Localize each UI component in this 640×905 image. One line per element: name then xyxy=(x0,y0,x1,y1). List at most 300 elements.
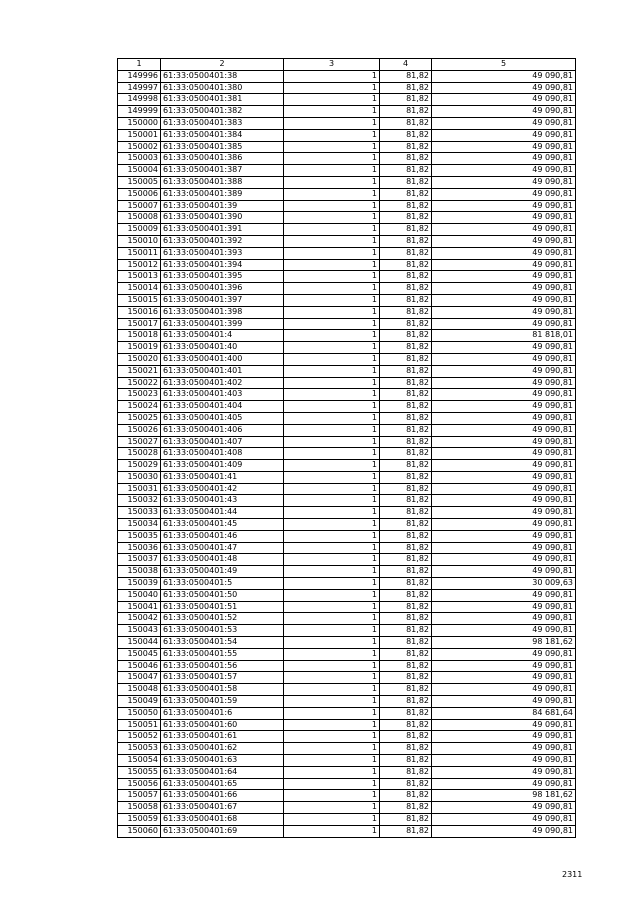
count-cell: 1 xyxy=(284,70,380,82)
amount-cell: 49 090,81 xyxy=(432,542,576,554)
column-header-5: 5 xyxy=(432,59,576,71)
cadastral-number-cell: 61:33:0500401:395 xyxy=(161,271,284,283)
cadastral-number-cell: 61:33:0500401:384 xyxy=(161,129,284,141)
amount-cell: 49 090,81 xyxy=(432,554,576,566)
count-cell: 1 xyxy=(284,471,380,483)
row-number-cell: 150038 xyxy=(118,566,161,578)
row-number-cell: 150059 xyxy=(118,814,161,826)
cadastral-number-cell: 61:33:0500401:407 xyxy=(161,436,284,448)
cadastral-number-cell: 61:33:0500401:51 xyxy=(161,601,284,613)
row-number-cell: 150054 xyxy=(118,755,161,767)
row-number-cell: 150045 xyxy=(118,648,161,660)
cadastral-number-cell: 61:33:0500401:396 xyxy=(161,283,284,295)
table-row xyxy=(118,684,576,696)
row-number-cell: 150002 xyxy=(118,141,161,153)
count-cell: 1 xyxy=(284,625,380,637)
row-number-cell: 150009 xyxy=(118,224,161,236)
rate-cell: 81,82 xyxy=(380,625,432,637)
row-number-cell: 150042 xyxy=(118,613,161,625)
row-number-cell: 150058 xyxy=(118,802,161,814)
row-number-cell: 150049 xyxy=(118,696,161,708)
rate-cell: 81,82 xyxy=(380,424,432,436)
count-cell: 1 xyxy=(284,129,380,141)
amount-cell: 98 181,62 xyxy=(432,790,576,802)
amount-cell: 49 090,81 xyxy=(432,188,576,200)
count-cell: 1 xyxy=(284,684,380,696)
table-row xyxy=(118,460,576,472)
amount-cell: 49 090,81 xyxy=(432,94,576,106)
rate-cell: 81,82 xyxy=(380,648,432,660)
table-row xyxy=(118,566,576,578)
table-row xyxy=(118,814,576,826)
rate-cell: 81,82 xyxy=(380,401,432,413)
rate-cell: 81,82 xyxy=(380,247,432,259)
count-cell: 1 xyxy=(284,330,380,342)
row-number-cell: 150023 xyxy=(118,389,161,401)
row-number-cell: 150015 xyxy=(118,294,161,306)
rate-cell: 81,82 xyxy=(380,188,432,200)
cadastral-number-cell: 61:33:0500401:397 xyxy=(161,294,284,306)
table-row xyxy=(118,660,576,672)
count-cell: 1 xyxy=(284,554,380,566)
rate-cell: 81,82 xyxy=(380,660,432,672)
rate-cell: 81,82 xyxy=(380,719,432,731)
cadastral-number-cell: 61:33:0500401:392 xyxy=(161,235,284,247)
rate-cell: 81,82 xyxy=(380,825,432,837)
count-cell: 1 xyxy=(284,353,380,365)
table-row xyxy=(118,389,576,401)
rate-cell: 81,82 xyxy=(380,814,432,826)
cadastral-number-cell: 61:33:0500401:58 xyxy=(161,684,284,696)
rate-cell: 81,82 xyxy=(380,306,432,318)
count-cell: 1 xyxy=(284,188,380,200)
cadastral-number-cell: 61:33:0500401:57 xyxy=(161,672,284,684)
cadastral-number-cell: 61:33:0500401:394 xyxy=(161,259,284,271)
amount-cell: 49 090,81 xyxy=(432,530,576,542)
count-cell: 1 xyxy=(284,483,380,495)
amount-cell: 49 090,81 xyxy=(432,200,576,212)
table-row xyxy=(118,554,576,566)
amount-cell: 49 090,81 xyxy=(432,566,576,578)
amount-cell: 49 090,81 xyxy=(432,235,576,247)
table-row xyxy=(118,235,576,247)
table-row xyxy=(118,790,576,802)
row-number-cell: 150046 xyxy=(118,660,161,672)
amount-cell: 49 090,81 xyxy=(432,743,576,755)
table-row xyxy=(118,294,576,306)
table-row xyxy=(118,318,576,330)
amount-cell: 49 090,81 xyxy=(432,129,576,141)
table-row xyxy=(118,825,576,837)
column-header-4: 4 xyxy=(380,59,432,71)
rate-cell: 81,82 xyxy=(380,578,432,590)
table-row xyxy=(118,696,576,708)
row-number-cell: 150047 xyxy=(118,672,161,684)
rate-cell: 81,82 xyxy=(380,483,432,495)
rate-cell: 81,82 xyxy=(380,283,432,295)
row-number-cell: 150029 xyxy=(118,460,161,472)
table-row xyxy=(118,212,576,224)
amount-cell: 49 090,81 xyxy=(432,471,576,483)
rate-cell: 81,82 xyxy=(380,554,432,566)
amount-cell: 49 090,81 xyxy=(432,601,576,613)
table-header-row xyxy=(118,59,576,71)
cadastral-number-cell: 61:33:0500401:380 xyxy=(161,82,284,94)
amount-cell: 49 090,81 xyxy=(432,519,576,531)
rate-cell: 81,82 xyxy=(380,165,432,177)
count-cell: 1 xyxy=(284,424,380,436)
count-cell: 1 xyxy=(284,247,380,259)
count-cell: 1 xyxy=(284,755,380,767)
rate-cell: 81,82 xyxy=(380,731,432,743)
cadastral-number-cell: 61:33:0500401:46 xyxy=(161,530,284,542)
amount-cell: 49 090,81 xyxy=(432,377,576,389)
row-number-cell: 150007 xyxy=(118,200,161,212)
row-number-cell: 150040 xyxy=(118,589,161,601)
row-number-cell: 150044 xyxy=(118,637,161,649)
amount-cell: 49 090,81 xyxy=(432,401,576,413)
count-cell: 1 xyxy=(284,365,380,377)
rate-cell: 81,82 xyxy=(380,412,432,424)
count-cell: 1 xyxy=(284,294,380,306)
rate-cell: 81,82 xyxy=(380,212,432,224)
cadastral-number-cell: 61:33:0500401:389 xyxy=(161,188,284,200)
rate-cell: 81,82 xyxy=(380,519,432,531)
row-number-cell: 150001 xyxy=(118,129,161,141)
rate-cell: 81,82 xyxy=(380,330,432,342)
amount-cell: 49 090,81 xyxy=(432,176,576,188)
cadastral-number-cell: 61:33:0500401:40 xyxy=(161,342,284,354)
table-row xyxy=(118,176,576,188)
row-number-cell: 150035 xyxy=(118,530,161,542)
table-row xyxy=(118,271,576,283)
table-row xyxy=(118,542,576,554)
table-row xyxy=(118,625,576,637)
table-row xyxy=(118,106,576,118)
row-number-cell: 150022 xyxy=(118,377,161,389)
amount-cell: 49 090,81 xyxy=(432,660,576,672)
row-number-cell: 150024 xyxy=(118,401,161,413)
row-number-cell: 150030 xyxy=(118,471,161,483)
count-cell: 1 xyxy=(284,271,380,283)
amount-cell: 49 090,81 xyxy=(432,507,576,519)
table-row xyxy=(118,306,576,318)
page-number: 2311 xyxy=(562,870,583,879)
amount-cell: 49 090,81 xyxy=(432,353,576,365)
cadastral-number-cell: 61:33:0500401:41 xyxy=(161,471,284,483)
count-cell: 1 xyxy=(284,495,380,507)
rate-cell: 81,82 xyxy=(380,790,432,802)
rate-cell: 81,82 xyxy=(380,176,432,188)
table-row xyxy=(118,224,576,236)
rate-cell: 81,82 xyxy=(380,82,432,94)
cadastral-number-cell: 61:33:0500401:55 xyxy=(161,648,284,660)
cadastral-number-cell: 61:33:0500401:50 xyxy=(161,589,284,601)
table-row xyxy=(118,401,576,413)
row-number-cell: 150005 xyxy=(118,176,161,188)
rate-cell: 81,82 xyxy=(380,235,432,247)
cadastral-number-cell: 61:33:0500401:68 xyxy=(161,814,284,826)
row-number-cell: 150050 xyxy=(118,707,161,719)
rate-cell: 81,82 xyxy=(380,389,432,401)
row-number-cell: 150019 xyxy=(118,342,161,354)
row-number-cell: 150031 xyxy=(118,483,161,495)
count-cell: 1 xyxy=(284,224,380,236)
rate-cell: 81,82 xyxy=(380,696,432,708)
count-cell: 1 xyxy=(284,460,380,472)
amount-cell: 49 090,81 xyxy=(432,589,576,601)
row-number-cell: 150003 xyxy=(118,153,161,165)
table-row xyxy=(118,200,576,212)
count-cell: 1 xyxy=(284,165,380,177)
cadastral-number-cell: 61:33:0500401:405 xyxy=(161,412,284,424)
rate-cell: 81,82 xyxy=(380,94,432,106)
row-number-cell: 150043 xyxy=(118,625,161,637)
amount-cell: 84 681,64 xyxy=(432,707,576,719)
table-row xyxy=(118,755,576,767)
count-cell: 1 xyxy=(284,448,380,460)
count-cell: 1 xyxy=(284,507,380,519)
cadastral-number-cell: 61:33:0500401:399 xyxy=(161,318,284,330)
table-row xyxy=(118,578,576,590)
count-cell: 1 xyxy=(284,814,380,826)
rate-cell: 81,82 xyxy=(380,342,432,354)
rate-cell: 81,82 xyxy=(380,259,432,271)
cadastral-number-cell: 61:33:0500401:400 xyxy=(161,353,284,365)
rate-cell: 81,82 xyxy=(380,778,432,790)
amount-cell: 49 090,81 xyxy=(432,117,576,129)
amount-cell: 30 009,63 xyxy=(432,578,576,590)
count-cell: 1 xyxy=(284,212,380,224)
row-number-cell: 150021 xyxy=(118,365,161,377)
cadastral-number-cell: 61:33:0500401:66 xyxy=(161,790,284,802)
table-row xyxy=(118,129,576,141)
table-row xyxy=(118,377,576,389)
amount-cell: 49 090,81 xyxy=(432,141,576,153)
amount-cell: 49 090,81 xyxy=(432,731,576,743)
row-number-cell: 150051 xyxy=(118,719,161,731)
count-cell: 1 xyxy=(284,601,380,613)
count-cell: 1 xyxy=(284,519,380,531)
count-cell: 1 xyxy=(284,412,380,424)
row-number-cell: 150010 xyxy=(118,235,161,247)
row-number-cell: 150026 xyxy=(118,424,161,436)
amount-cell: 49 090,81 xyxy=(432,766,576,778)
amount-cell: 49 090,81 xyxy=(432,106,576,118)
count-cell: 1 xyxy=(284,283,380,295)
cadastral-number-cell: 61:33:0500401:403 xyxy=(161,389,284,401)
amount-cell: 49 090,81 xyxy=(432,483,576,495)
count-cell: 1 xyxy=(284,259,380,271)
row-number-cell: 150025 xyxy=(118,412,161,424)
count-cell: 1 xyxy=(284,401,380,413)
amount-cell: 49 090,81 xyxy=(432,802,576,814)
count-cell: 1 xyxy=(284,648,380,660)
row-number-cell: 150014 xyxy=(118,283,161,295)
count-cell: 1 xyxy=(284,825,380,837)
amount-cell: 49 090,81 xyxy=(432,283,576,295)
rate-cell: 81,82 xyxy=(380,672,432,684)
cadastral-number-cell: 61:33:0500401:38 xyxy=(161,70,284,82)
amount-cell: 81 818,01 xyxy=(432,330,576,342)
data-table xyxy=(117,58,576,838)
rate-cell: 81,82 xyxy=(380,271,432,283)
count-cell: 1 xyxy=(284,566,380,578)
cadastral-number-cell: 61:33:0500401:49 xyxy=(161,566,284,578)
amount-cell: 49 090,81 xyxy=(432,306,576,318)
count-cell: 1 xyxy=(284,719,380,731)
count-cell: 1 xyxy=(284,542,380,554)
cadastral-number-cell: 61:33:0500401:393 xyxy=(161,247,284,259)
count-cell: 1 xyxy=(284,802,380,814)
rate-cell: 81,82 xyxy=(380,224,432,236)
row-number-cell: 150011 xyxy=(118,247,161,259)
cadastral-number-cell: 61:33:0500401:381 xyxy=(161,94,284,106)
table-row xyxy=(118,117,576,129)
row-number-cell: 150000 xyxy=(118,117,161,129)
row-number-cell: 150006 xyxy=(118,188,161,200)
amount-cell: 49 090,81 xyxy=(432,696,576,708)
cadastral-number-cell: 61:33:0500401:54 xyxy=(161,637,284,649)
amount-cell: 49 090,81 xyxy=(432,684,576,696)
row-number-cell: 150055 xyxy=(118,766,161,778)
amount-cell: 49 090,81 xyxy=(432,495,576,507)
amount-cell: 49 090,81 xyxy=(432,224,576,236)
cadastral-number-cell: 61:33:0500401:382 xyxy=(161,106,284,118)
count-cell: 1 xyxy=(284,637,380,649)
row-number-cell: 150048 xyxy=(118,684,161,696)
count-cell: 1 xyxy=(284,530,380,542)
row-number-cell: 150016 xyxy=(118,306,161,318)
count-cell: 1 xyxy=(284,94,380,106)
table-row xyxy=(118,672,576,684)
table-row xyxy=(118,731,576,743)
rate-cell: 81,82 xyxy=(380,507,432,519)
cadastral-number-cell: 61:33:0500401:408 xyxy=(161,448,284,460)
table-row xyxy=(118,648,576,660)
cadastral-number-cell: 61:33:0500401:406 xyxy=(161,424,284,436)
table-row xyxy=(118,613,576,625)
table-row xyxy=(118,412,576,424)
table-row xyxy=(118,719,576,731)
count-cell: 1 xyxy=(284,342,380,354)
count-cell: 1 xyxy=(284,743,380,755)
amount-cell: 49 090,81 xyxy=(432,412,576,424)
table-row xyxy=(118,530,576,542)
table-row xyxy=(118,353,576,365)
rate-cell: 81,82 xyxy=(380,153,432,165)
row-number-cell: 150027 xyxy=(118,436,161,448)
rate-cell: 81,82 xyxy=(380,684,432,696)
rate-cell: 81,82 xyxy=(380,743,432,755)
table-row xyxy=(118,637,576,649)
table-row xyxy=(118,448,576,460)
amount-cell: 49 090,81 xyxy=(432,625,576,637)
column-header-1: 1 xyxy=(118,59,161,71)
amount-cell: 49 090,81 xyxy=(432,342,576,354)
cadastral-number-cell: 61:33:0500401:65 xyxy=(161,778,284,790)
table-row xyxy=(118,707,576,719)
column-header-3: 3 xyxy=(284,59,380,71)
table-row xyxy=(118,507,576,519)
row-number-cell: 150034 xyxy=(118,519,161,531)
amount-cell: 49 090,81 xyxy=(432,82,576,94)
cadastral-number-cell: 61:33:0500401:398 xyxy=(161,306,284,318)
rate-cell: 81,82 xyxy=(380,637,432,649)
row-number-cell: 149996 xyxy=(118,70,161,82)
count-cell: 1 xyxy=(284,696,380,708)
table-row xyxy=(118,483,576,495)
table-row xyxy=(118,601,576,613)
cadastral-number-cell: 61:33:0500401:42 xyxy=(161,483,284,495)
cadastral-number-cell: 61:33:0500401:404 xyxy=(161,401,284,413)
row-number-cell: 150037 xyxy=(118,554,161,566)
table-row xyxy=(118,766,576,778)
table-row xyxy=(118,153,576,165)
cadastral-number-cell: 61:33:0500401:39 xyxy=(161,200,284,212)
amount-cell: 49 090,81 xyxy=(432,389,576,401)
count-cell: 1 xyxy=(284,589,380,601)
cadastral-number-cell: 61:33:0500401:69 xyxy=(161,825,284,837)
table-row xyxy=(118,778,576,790)
rate-cell: 81,82 xyxy=(380,365,432,377)
cadastral-number-cell: 61:33:0500401:47 xyxy=(161,542,284,554)
cadastral-number-cell: 61:33:0500401:45 xyxy=(161,519,284,531)
amount-cell: 49 090,81 xyxy=(432,613,576,625)
amount-cell: 49 090,81 xyxy=(432,271,576,283)
count-cell: 1 xyxy=(284,82,380,94)
table-row xyxy=(118,436,576,448)
rate-cell: 81,82 xyxy=(380,200,432,212)
rate-cell: 81,82 xyxy=(380,613,432,625)
count-cell: 1 xyxy=(284,778,380,790)
table-row xyxy=(118,141,576,153)
row-number-cell: 150017 xyxy=(118,318,161,330)
count-cell: 1 xyxy=(284,707,380,719)
cadastral-number-cell: 61:33:0500401:53 xyxy=(161,625,284,637)
rate-cell: 81,82 xyxy=(380,448,432,460)
column-header-2: 2 xyxy=(161,59,284,71)
amount-cell: 49 090,81 xyxy=(432,424,576,436)
cadastral-number-cell: 61:33:0500401:391 xyxy=(161,224,284,236)
table-row xyxy=(118,589,576,601)
amount-cell: 49 090,81 xyxy=(432,448,576,460)
rate-cell: 81,82 xyxy=(380,589,432,601)
cadastral-number-cell: 61:33:0500401:387 xyxy=(161,165,284,177)
row-number-cell: 150036 xyxy=(118,542,161,554)
rate-cell: 81,82 xyxy=(380,377,432,389)
table-row xyxy=(118,802,576,814)
cadastral-number-cell: 61:33:0500401:4 xyxy=(161,330,284,342)
row-number-cell: 150039 xyxy=(118,578,161,590)
count-cell: 1 xyxy=(284,117,380,129)
amount-cell: 49 090,81 xyxy=(432,825,576,837)
count-cell: 1 xyxy=(284,318,380,330)
amount-cell: 49 090,81 xyxy=(432,70,576,82)
table-row xyxy=(118,330,576,342)
cadastral-number-cell: 61:33:0500401:383 xyxy=(161,117,284,129)
count-cell: 1 xyxy=(284,672,380,684)
rate-cell: 81,82 xyxy=(380,106,432,118)
amount-cell: 49 090,81 xyxy=(432,259,576,271)
amount-cell: 49 090,81 xyxy=(432,365,576,377)
row-number-cell: 150056 xyxy=(118,778,161,790)
amount-cell: 49 090,81 xyxy=(432,318,576,330)
count-cell: 1 xyxy=(284,731,380,743)
table-row xyxy=(118,424,576,436)
count-cell: 1 xyxy=(284,613,380,625)
cadastral-number-cell: 61:33:0500401:62 xyxy=(161,743,284,755)
